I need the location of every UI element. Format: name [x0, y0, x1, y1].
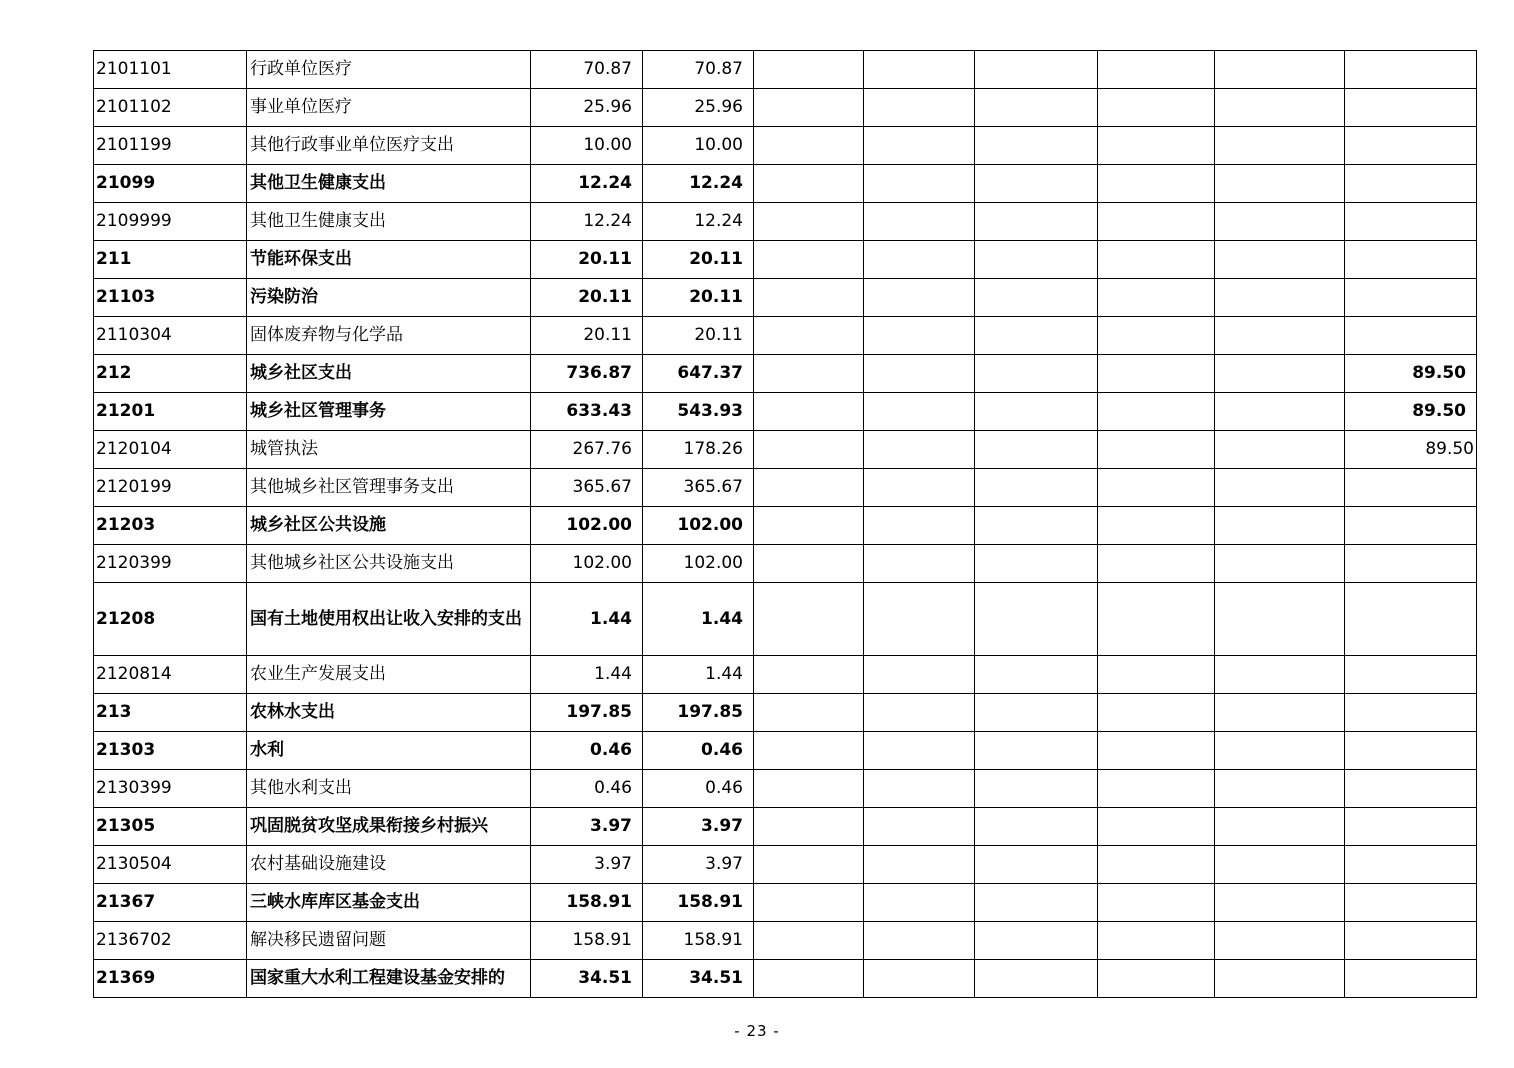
cell-col9 [1215, 241, 1345, 279]
cell-name: 节能环保支出 [247, 241, 531, 279]
cell-code: 2120399 [94, 545, 247, 583]
cell-col5 [754, 355, 864, 393]
cell-col6 [864, 241, 975, 279]
cell-col6 [864, 922, 975, 960]
cell-name: 水利 [247, 732, 531, 770]
cell-col10: 89.50 [1345, 431, 1477, 469]
cell-basic: 0.46 [643, 732, 754, 770]
cell-name: 固体废弃物与化学品 [247, 317, 531, 355]
cell-col7 [975, 583, 1098, 656]
table-row [94, 89, 1477, 127]
cell-col5 [754, 732, 864, 770]
cell-basic: 365.67 [643, 469, 754, 507]
cell-basic: 102.00 [643, 507, 754, 545]
cell-total: 365.67 [531, 469, 643, 507]
cell-col5 [754, 694, 864, 732]
cell-code: 21201 [94, 393, 247, 431]
cell-col8 [1098, 545, 1215, 583]
cell-col7 [975, 431, 1098, 469]
page-number: - 23 - [734, 1022, 780, 1040]
cell-total: 158.91 [531, 884, 643, 922]
cell-col5 [754, 51, 864, 89]
table-row [94, 545, 1477, 583]
cell-name: 行政单位医疗 [247, 51, 531, 89]
cell-basic: 34.51 [643, 960, 754, 998]
cell-basic: 647.37 [643, 355, 754, 393]
cell-col10 [1345, 203, 1477, 241]
cell-col8 [1098, 808, 1215, 846]
cell-total: 25.96 [531, 89, 643, 127]
cell-code: 2109999 [94, 203, 247, 241]
cell-col5 [754, 960, 864, 998]
cell-col8 [1098, 393, 1215, 431]
cell-col7 [975, 808, 1098, 846]
cell-col7 [975, 770, 1098, 808]
cell-basic: 178.26 [643, 431, 754, 469]
cell-col5 [754, 165, 864, 203]
cell-col6 [864, 51, 975, 89]
cell-col10 [1345, 127, 1477, 165]
cell-col5 [754, 922, 864, 960]
cell-name: 其他城乡社区公共设施支出 [247, 545, 531, 583]
cell-col6 [864, 203, 975, 241]
table-row [94, 203, 1477, 241]
cell-col9 [1215, 317, 1345, 355]
cell-col9 [1215, 507, 1345, 545]
cell-col9 [1215, 51, 1345, 89]
cell-col7 [975, 922, 1098, 960]
cell-total: 197.85 [531, 694, 643, 732]
cell-total: 102.00 [531, 507, 643, 545]
cell-name: 解决移民遗留问题 [247, 922, 531, 960]
cell-col9 [1215, 808, 1345, 846]
cell-col5 [754, 241, 864, 279]
cell-total: 20.11 [531, 317, 643, 355]
cell-col10 [1345, 241, 1477, 279]
cell-col7 [975, 846, 1098, 884]
cell-col8 [1098, 279, 1215, 317]
cell-code: 213 [94, 694, 247, 732]
cell-col9 [1215, 431, 1345, 469]
cell-col7 [975, 656, 1098, 694]
cell-basic: 3.97 [643, 846, 754, 884]
cell-col5 [754, 545, 864, 583]
cell-basic: 3.97 [643, 808, 754, 846]
cell-code: 21303 [94, 732, 247, 770]
cell-col5 [754, 279, 864, 317]
cell-col10 [1345, 656, 1477, 694]
cell-total: 3.97 [531, 808, 643, 846]
cell-col5 [754, 507, 864, 545]
cell-total: 20.11 [531, 241, 643, 279]
cell-col10 [1345, 507, 1477, 545]
cell-code: 21103 [94, 279, 247, 317]
cell-name: 城乡社区公共设施 [247, 507, 531, 545]
table-row [94, 922, 1477, 960]
cell-basic: 102.00 [643, 545, 754, 583]
cell-col10 [1345, 51, 1477, 89]
cell-col7 [975, 393, 1098, 431]
table-row [94, 732, 1477, 770]
cell-code: 2130504 [94, 846, 247, 884]
cell-name: 其他卫生健康支出 [247, 203, 531, 241]
cell-name: 农村基础设施建设 [247, 846, 531, 884]
table-body [94, 51, 1477, 998]
cell-total: 34.51 [531, 960, 643, 998]
table-row [94, 770, 1477, 808]
cell-basic: 158.91 [643, 922, 754, 960]
cell-basic: 12.24 [643, 165, 754, 203]
cell-total: 12.24 [531, 165, 643, 203]
cell-col8 [1098, 694, 1215, 732]
cell-col10 [1345, 808, 1477, 846]
cell-col5 [754, 393, 864, 431]
cell-col9 [1215, 583, 1345, 656]
cell-total: 158.91 [531, 922, 643, 960]
cell-basic: 0.46 [643, 770, 754, 808]
cell-col10: 89.50 [1345, 355, 1477, 393]
table-row [94, 656, 1477, 694]
cell-col9 [1215, 203, 1345, 241]
cell-total: 102.00 [531, 545, 643, 583]
cell-col6 [864, 884, 975, 922]
cell-total: 267.76 [531, 431, 643, 469]
cell-code: 21369 [94, 960, 247, 998]
cell-col5 [754, 89, 864, 127]
table-row [94, 694, 1477, 732]
cell-col7 [975, 279, 1098, 317]
cell-col8 [1098, 507, 1215, 545]
cell-basic: 20.11 [643, 317, 754, 355]
cell-basic: 70.87 [643, 51, 754, 89]
table-row [94, 393, 1477, 431]
cell-code: 2110304 [94, 317, 247, 355]
cell-col10 [1345, 732, 1477, 770]
cell-col10 [1345, 89, 1477, 127]
cell-col9 [1215, 165, 1345, 203]
cell-col6 [864, 469, 975, 507]
cell-col8 [1098, 732, 1215, 770]
cell-col5 [754, 846, 864, 884]
cell-col9 [1215, 884, 1345, 922]
cell-col8 [1098, 960, 1215, 998]
cell-name: 其他卫生健康支出 [247, 165, 531, 203]
cell-col7 [975, 51, 1098, 89]
cell-col6 [864, 317, 975, 355]
table-row [94, 960, 1477, 998]
cell-col10 [1345, 922, 1477, 960]
cell-name: 三峡水库库区基金支出 [247, 884, 531, 922]
cell-col9 [1215, 393, 1345, 431]
cell-basic: 10.00 [643, 127, 754, 165]
cell-col8 [1098, 165, 1215, 203]
cell-code: 2136702 [94, 922, 247, 960]
cell-code: 21099 [94, 165, 247, 203]
cell-col8 [1098, 355, 1215, 393]
cell-col10 [1345, 583, 1477, 656]
table-row [94, 808, 1477, 846]
cell-col6 [864, 808, 975, 846]
cell-name: 国家重大水利工程建设基金安排的 [247, 960, 531, 998]
cell-col8 [1098, 127, 1215, 165]
cell-col7 [975, 884, 1098, 922]
cell-name: 巩固脱贫攻坚成果衔接乡村振兴 [247, 808, 531, 846]
cell-col6 [864, 732, 975, 770]
cell-col7 [975, 355, 1098, 393]
table-row [94, 507, 1477, 545]
cell-col6 [864, 127, 975, 165]
cell-col10 [1345, 545, 1477, 583]
cell-col5 [754, 431, 864, 469]
cell-col9 [1215, 89, 1345, 127]
cell-col6 [864, 165, 975, 203]
cell-col5 [754, 317, 864, 355]
cell-col9 [1215, 960, 1345, 998]
cell-total: 10.00 [531, 127, 643, 165]
cell-col6 [864, 960, 975, 998]
table-row [94, 279, 1477, 317]
cell-col7 [975, 241, 1098, 279]
cell-col8 [1098, 846, 1215, 884]
cell-col10 [1345, 165, 1477, 203]
cell-col5 [754, 583, 864, 656]
table-row [94, 51, 1477, 89]
cell-code: 2120814 [94, 656, 247, 694]
cell-col6 [864, 279, 975, 317]
cell-name: 其他行政事业单位医疗支出 [247, 127, 531, 165]
cell-name: 农业生产发展支出 [247, 656, 531, 694]
cell-col8 [1098, 884, 1215, 922]
cell-col6 [864, 846, 975, 884]
cell-col6 [864, 583, 975, 656]
cell-col9 [1215, 732, 1345, 770]
cell-col9 [1215, 545, 1345, 583]
cell-code: 212 [94, 355, 247, 393]
cell-col9 [1215, 922, 1345, 960]
cell-col9 [1215, 355, 1345, 393]
cell-code: 21305 [94, 808, 247, 846]
table-row [94, 165, 1477, 203]
table-row [94, 469, 1477, 507]
cell-code: 21203 [94, 507, 247, 545]
cell-col7 [975, 127, 1098, 165]
cell-col8 [1098, 656, 1215, 694]
cell-code: 2120104 [94, 431, 247, 469]
cell-col10 [1345, 846, 1477, 884]
cell-col5 [754, 884, 864, 922]
cell-col7 [975, 545, 1098, 583]
cell-name: 其他水利支出 [247, 770, 531, 808]
table-row [94, 355, 1477, 393]
cell-basic: 197.85 [643, 694, 754, 732]
cell-col6 [864, 656, 975, 694]
cell-col5 [754, 127, 864, 165]
cell-col9 [1215, 656, 1345, 694]
cell-col5 [754, 656, 864, 694]
cell-code: 21208 [94, 583, 247, 656]
cell-name: 事业单位医疗 [247, 89, 531, 127]
cell-total: 0.46 [531, 770, 643, 808]
cell-col8 [1098, 431, 1215, 469]
cell-col8 [1098, 922, 1215, 960]
cell-name: 国有土地使用权出让收入安排的支出 [247, 583, 531, 656]
cell-col8 [1098, 203, 1215, 241]
cell-col6 [864, 355, 975, 393]
cell-col10 [1345, 279, 1477, 317]
table-row [94, 846, 1477, 884]
cell-col5 [754, 203, 864, 241]
cell-col7 [975, 732, 1098, 770]
cell-total: 20.11 [531, 279, 643, 317]
cell-col9 [1215, 127, 1345, 165]
cell-name: 城乡社区支出 [247, 355, 531, 393]
cell-col10 [1345, 884, 1477, 922]
cell-col10 [1345, 770, 1477, 808]
cell-total: 633.43 [531, 393, 643, 431]
cell-col10 [1345, 317, 1477, 355]
cell-col7 [975, 507, 1098, 545]
cell-col10 [1345, 694, 1477, 732]
cell-col9 [1215, 770, 1345, 808]
cell-basic: 12.24 [643, 203, 754, 241]
cell-basic: 20.11 [643, 279, 754, 317]
cell-col8 [1098, 469, 1215, 507]
cell-col8 [1098, 770, 1215, 808]
cell-basic: 158.91 [643, 884, 754, 922]
cell-total: 736.87 [531, 355, 643, 393]
table-row [94, 241, 1477, 279]
budget-table [93, 50, 1477, 998]
cell-col7 [975, 694, 1098, 732]
cell-col6 [864, 89, 975, 127]
cell-code: 21367 [94, 884, 247, 922]
cell-total: 0.46 [531, 732, 643, 770]
cell-total: 12.24 [531, 203, 643, 241]
cell-col6 [864, 770, 975, 808]
cell-col5 [754, 469, 864, 507]
cell-col8 [1098, 89, 1215, 127]
cell-col5 [754, 770, 864, 808]
cell-code: 2101101 [94, 51, 247, 89]
cell-basic: 20.11 [643, 241, 754, 279]
cell-name: 城管执法 [247, 431, 531, 469]
cell-basic: 1.44 [643, 656, 754, 694]
cell-basic: 25.96 [643, 89, 754, 127]
cell-col9 [1215, 694, 1345, 732]
cell-code: 2130399 [94, 770, 247, 808]
cell-col9 [1215, 279, 1345, 317]
cell-col10 [1345, 469, 1477, 507]
cell-col8 [1098, 51, 1215, 89]
cell-code: 2101102 [94, 89, 247, 127]
cell-col8 [1098, 583, 1215, 656]
table-row [94, 431, 1477, 469]
cell-name: 城乡社区管理事务 [247, 393, 531, 431]
cell-name: 其他城乡社区管理事务支出 [247, 469, 531, 507]
cell-code: 2101199 [94, 127, 247, 165]
cell-col8 [1098, 241, 1215, 279]
cell-basic: 543.93 [643, 393, 754, 431]
cell-col9 [1215, 846, 1345, 884]
cell-col10: 89.50 [1345, 393, 1477, 431]
cell-total: 1.44 [531, 583, 643, 656]
cell-col6 [864, 507, 975, 545]
cell-col9 [1215, 469, 1345, 507]
cell-col7 [975, 165, 1098, 203]
table-row [94, 884, 1477, 922]
cell-col7 [975, 203, 1098, 241]
cell-code: 2120199 [94, 469, 247, 507]
cell-basic: 1.44 [643, 583, 754, 656]
cell-name: 污染防治 [247, 279, 531, 317]
cell-col8 [1098, 317, 1215, 355]
cell-col7 [975, 89, 1098, 127]
cell-total: 3.97 [531, 846, 643, 884]
table-row [94, 583, 1477, 656]
cell-col6 [864, 545, 975, 583]
cell-col7 [975, 960, 1098, 998]
cell-col6 [864, 694, 975, 732]
cell-code: 211 [94, 241, 247, 279]
cell-col6 [864, 393, 975, 431]
cell-col7 [975, 469, 1098, 507]
cell-name: 农林水支出 [247, 694, 531, 732]
cell-total: 1.44 [531, 656, 643, 694]
cell-col5 [754, 808, 864, 846]
table-row [94, 127, 1477, 165]
cell-total: 70.87 [531, 51, 643, 89]
cell-col6 [864, 431, 975, 469]
table-row [94, 317, 1477, 355]
cell-col10 [1345, 960, 1477, 998]
cell-col7 [975, 317, 1098, 355]
